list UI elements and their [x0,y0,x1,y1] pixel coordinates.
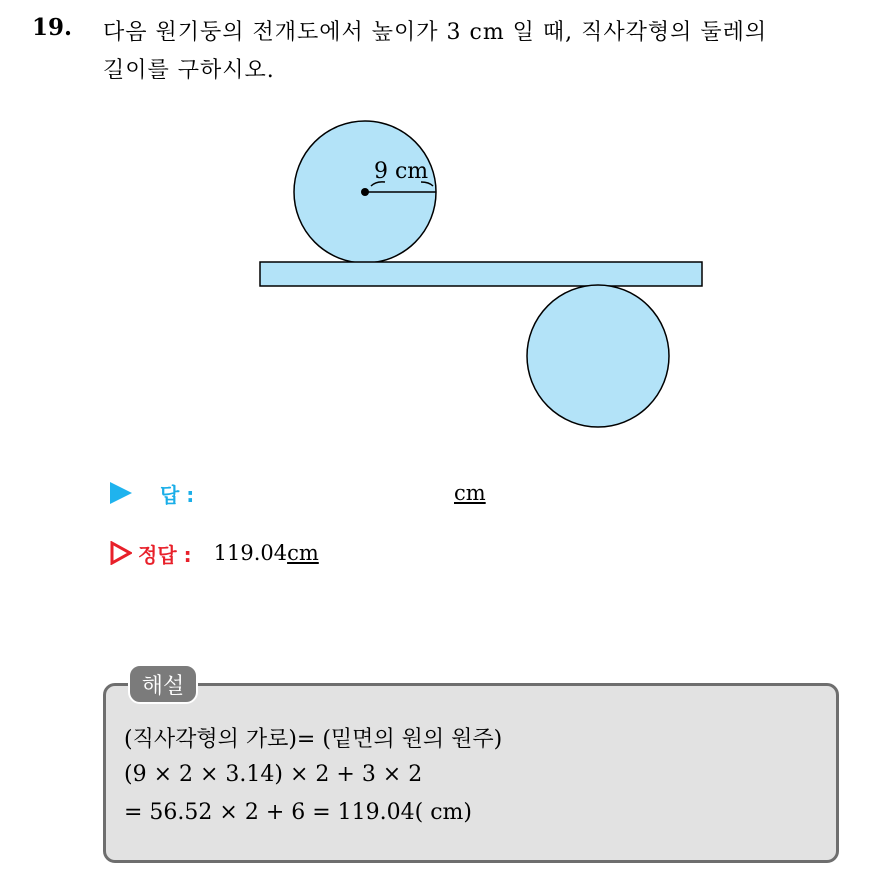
solution-line-1: (직사각형의 가로)= (밑면의 원의 원주) [124,727,503,752]
center-dot [361,188,369,196]
play-arrow-icon [110,482,132,504]
answer-row [110,478,486,508]
lateral-rectangle [260,262,702,286]
correct-answer-number: 119.04 [213,541,288,565]
question-line-2: 길이를 구하시오. [103,58,275,83]
correct-answer-value [214,541,319,565]
correct-answer-row [110,538,319,568]
answer-unit: cm [454,481,486,505]
solution-tag: 해설 [128,664,198,704]
correct-answer-label: 정답 : [138,542,192,567]
solution-line-2: (9 × 2 × 3.14) × 2 + 3 × 2 [124,762,423,787]
outline-arrow-icon [110,541,132,565]
radius-label: 9 cm [374,159,429,184]
question-number: 19. [32,14,73,41]
answer-label: 답 : [160,482,195,507]
question-line-1: 다음 원기둥의 전개도에서 높이가 3 cm 일 때, 직사각형의 둘레의 [103,20,768,45]
bottom-base-circle [527,285,669,427]
correct-answer-unit: cm [287,541,319,565]
solution-line-3: = 56.52 × 2 + 6 = 119.04( cm) [124,800,472,825]
